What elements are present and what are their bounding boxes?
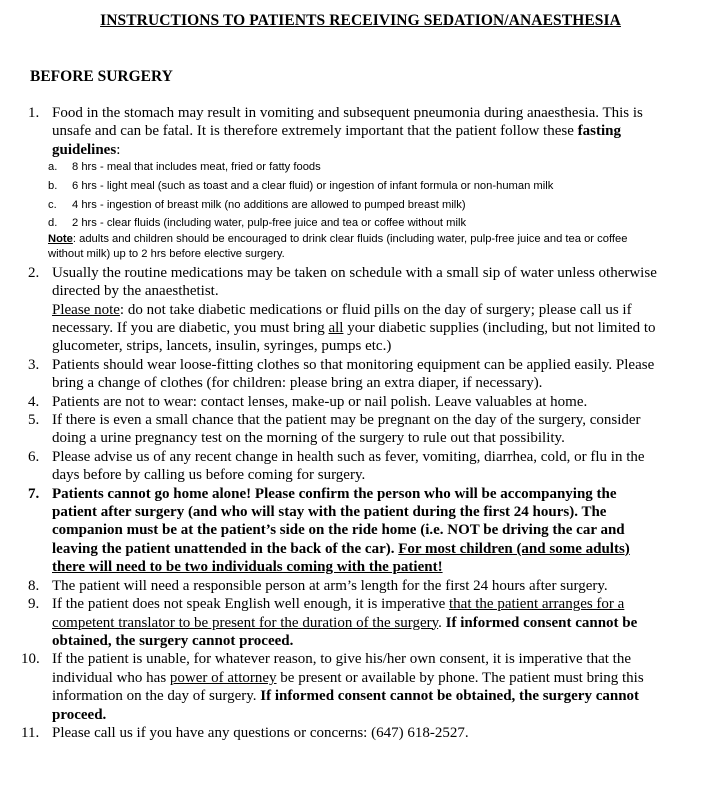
sub-text: 2 hrs - clear fluids (including water, pulp-free juice and tea or coffee without milk <box>72 217 467 229</box>
item-text: If the patient is unable, for whatever reason, to give his/her own consent, it is imperative that the individual who has <box>52 651 631 686</box>
item-number: 9. <box>28 596 40 613</box>
sub-letter: a. <box>48 161 58 174</box>
item-text: . <box>438 614 446 631</box>
item-number: 3. <box>28 356 40 373</box>
sub-text: 6 hrs - light meal (such as toast and a clear fluid) or ingestion of infant formula or non-human milk <box>72 179 554 192</box>
please-note-label: Please note <box>52 301 120 318</box>
all-emphasis: all <box>328 320 344 336</box>
list-item-10 <box>0 650 721 724</box>
instruction-list <box>0 104 721 742</box>
list-item-5 <box>0 411 721 448</box>
item-number: 8. <box>28 577 40 594</box>
fasting-note <box>0 232 721 263</box>
item-number: 2. <box>28 264 40 281</box>
item-text: Please advise us of any recent change in health such as fever, vomiting, diarrhea, cold, or flu in the days before by calling us before coming for surgery. <box>52 448 645 484</box>
sub-text: 4 hrs - ingestion of breast milk (no additions are allowed to pumped breast milk) <box>72 199 466 212</box>
item-note <box>52 301 663 356</box>
consent-warning: If informed consent cannot be obtained, the surgery cannot proceed. <box>52 614 638 649</box>
list-item-9 <box>0 595 721 650</box>
item-text: If the patient does not speak English well enough, it is imperative <box>52 596 449 613</box>
item-number: 7. <box>28 485 40 502</box>
list-item-6 <box>0 448 721 485</box>
consent-warning: If informed consent cannot be obtained, the surgery cannot proceed. <box>52 688 640 723</box>
section-heading: BEFORE SURGERY <box>30 68 173 85</box>
list-item-7 <box>0 485 721 577</box>
list-item-11 <box>0 724 721 742</box>
item-number: 1. <box>28 105 40 121</box>
sub-item-b <box>0 179 721 195</box>
item-number: 10. <box>21 651 40 668</box>
sub-item-c <box>0 198 721 214</box>
list-item-8 <box>0 577 721 595</box>
item-text: Patients are not to wear: contact lenses, make-up or nail polish. Leave valuables at home. <box>52 393 588 410</box>
note-text: : do not take diabetic medications or fluid pills on the day of surgery; please call us if necessary. If you are diabetic, you must bring <box>52 301 632 336</box>
item-number: 6. <box>28 448 40 465</box>
sub-letter: d. <box>48 217 58 229</box>
list-item-1 <box>0 104 721 159</box>
companion-warning: For most children (and some adults) there will need to be two individuals coming with the patient! <box>52 540 630 576</box>
contact-text: Please call us if you have any questions or concerns: (647) 618-2527. <box>52 724 469 741</box>
item-text: Food in the stomach may result in vomiting and subsequent pneumonia during anaesthesia. This is unsafe and can be fatal. It is therefore extremely important that the patient follow these <box>52 105 643 140</box>
note-text: your diabetic supplies (including, but not limited to glucometer, strips, lancets, insulin, syringes, pumps etc.) <box>52 320 656 355</box>
item-text: Usually the routine medications may be taken on schedule with a small sip of water unless otherwise directed by the anaesthetist. <box>52 264 657 300</box>
item-number: 11. <box>21 724 40 741</box>
item-number: 5. <box>28 412 40 429</box>
item-text: Patients should wear loose-fitting clothes so that monitoring equipment can be applied easily. Please bring a change of clothes (for children: please bring an extra diaper, if necessary). <box>52 356 655 392</box>
power-of-attorney: power of attorney <box>169 669 277 686</box>
page-title: INSTRUCTIONS TO PATIENTS RECEIVING SEDATION/ANAESTHESIA <box>100 12 621 29</box>
item-text: If there is even a small chance that the patient may be pregnant on the day of the surgery, consider doing a urine pregnancy test on the morning of the surgery to rule out that possibility. <box>52 412 641 447</box>
item-text: Patients cannot go home alone! Please confirm the person who will be accompanying the patient after surgery (and who will stay with the patient during the first 24 hours). The companion must be at the patient’s side on the ride home (i.e. NOT be driving the car and leaving the patient unattended in the back of the car). <box>52 485 625 557</box>
note-label: Note <box>48 232 73 245</box>
fasting-guidelines-label: fasting guidelines <box>52 123 621 158</box>
list-item-2 <box>0 264 721 356</box>
item-number: 4. <box>28 393 40 410</box>
note-text: : adults and children should be encouraged to drink clear fluids (including water, pulp-free juice and tea or coffee without milk) up to 2 hrs before elective surgery. <box>48 232 628 261</box>
item-text: The patient will need a responsible person at arm’s length for the first 24 hours after surgery. <box>52 577 608 594</box>
item-text: : <box>116 141 121 158</box>
list-item-3 <box>0 356 721 393</box>
fasting-sublist <box>0 160 721 263</box>
list-item-4 <box>0 393 721 411</box>
sub-letter: b. <box>48 179 58 192</box>
sub-item-d <box>0 216 721 232</box>
sub-item-a <box>0 160 721 176</box>
translator-requirement: that the patient arranges for a competent translator to be present for the duration of the surgery <box>52 596 625 631</box>
sub-letter: c. <box>48 199 57 212</box>
item-text: be present or available by phone. The patient must bring this information on the day of surgery. <box>52 669 644 705</box>
sub-text: 8 hrs - meal that includes meat, fried or fatty foods <box>72 161 321 174</box>
